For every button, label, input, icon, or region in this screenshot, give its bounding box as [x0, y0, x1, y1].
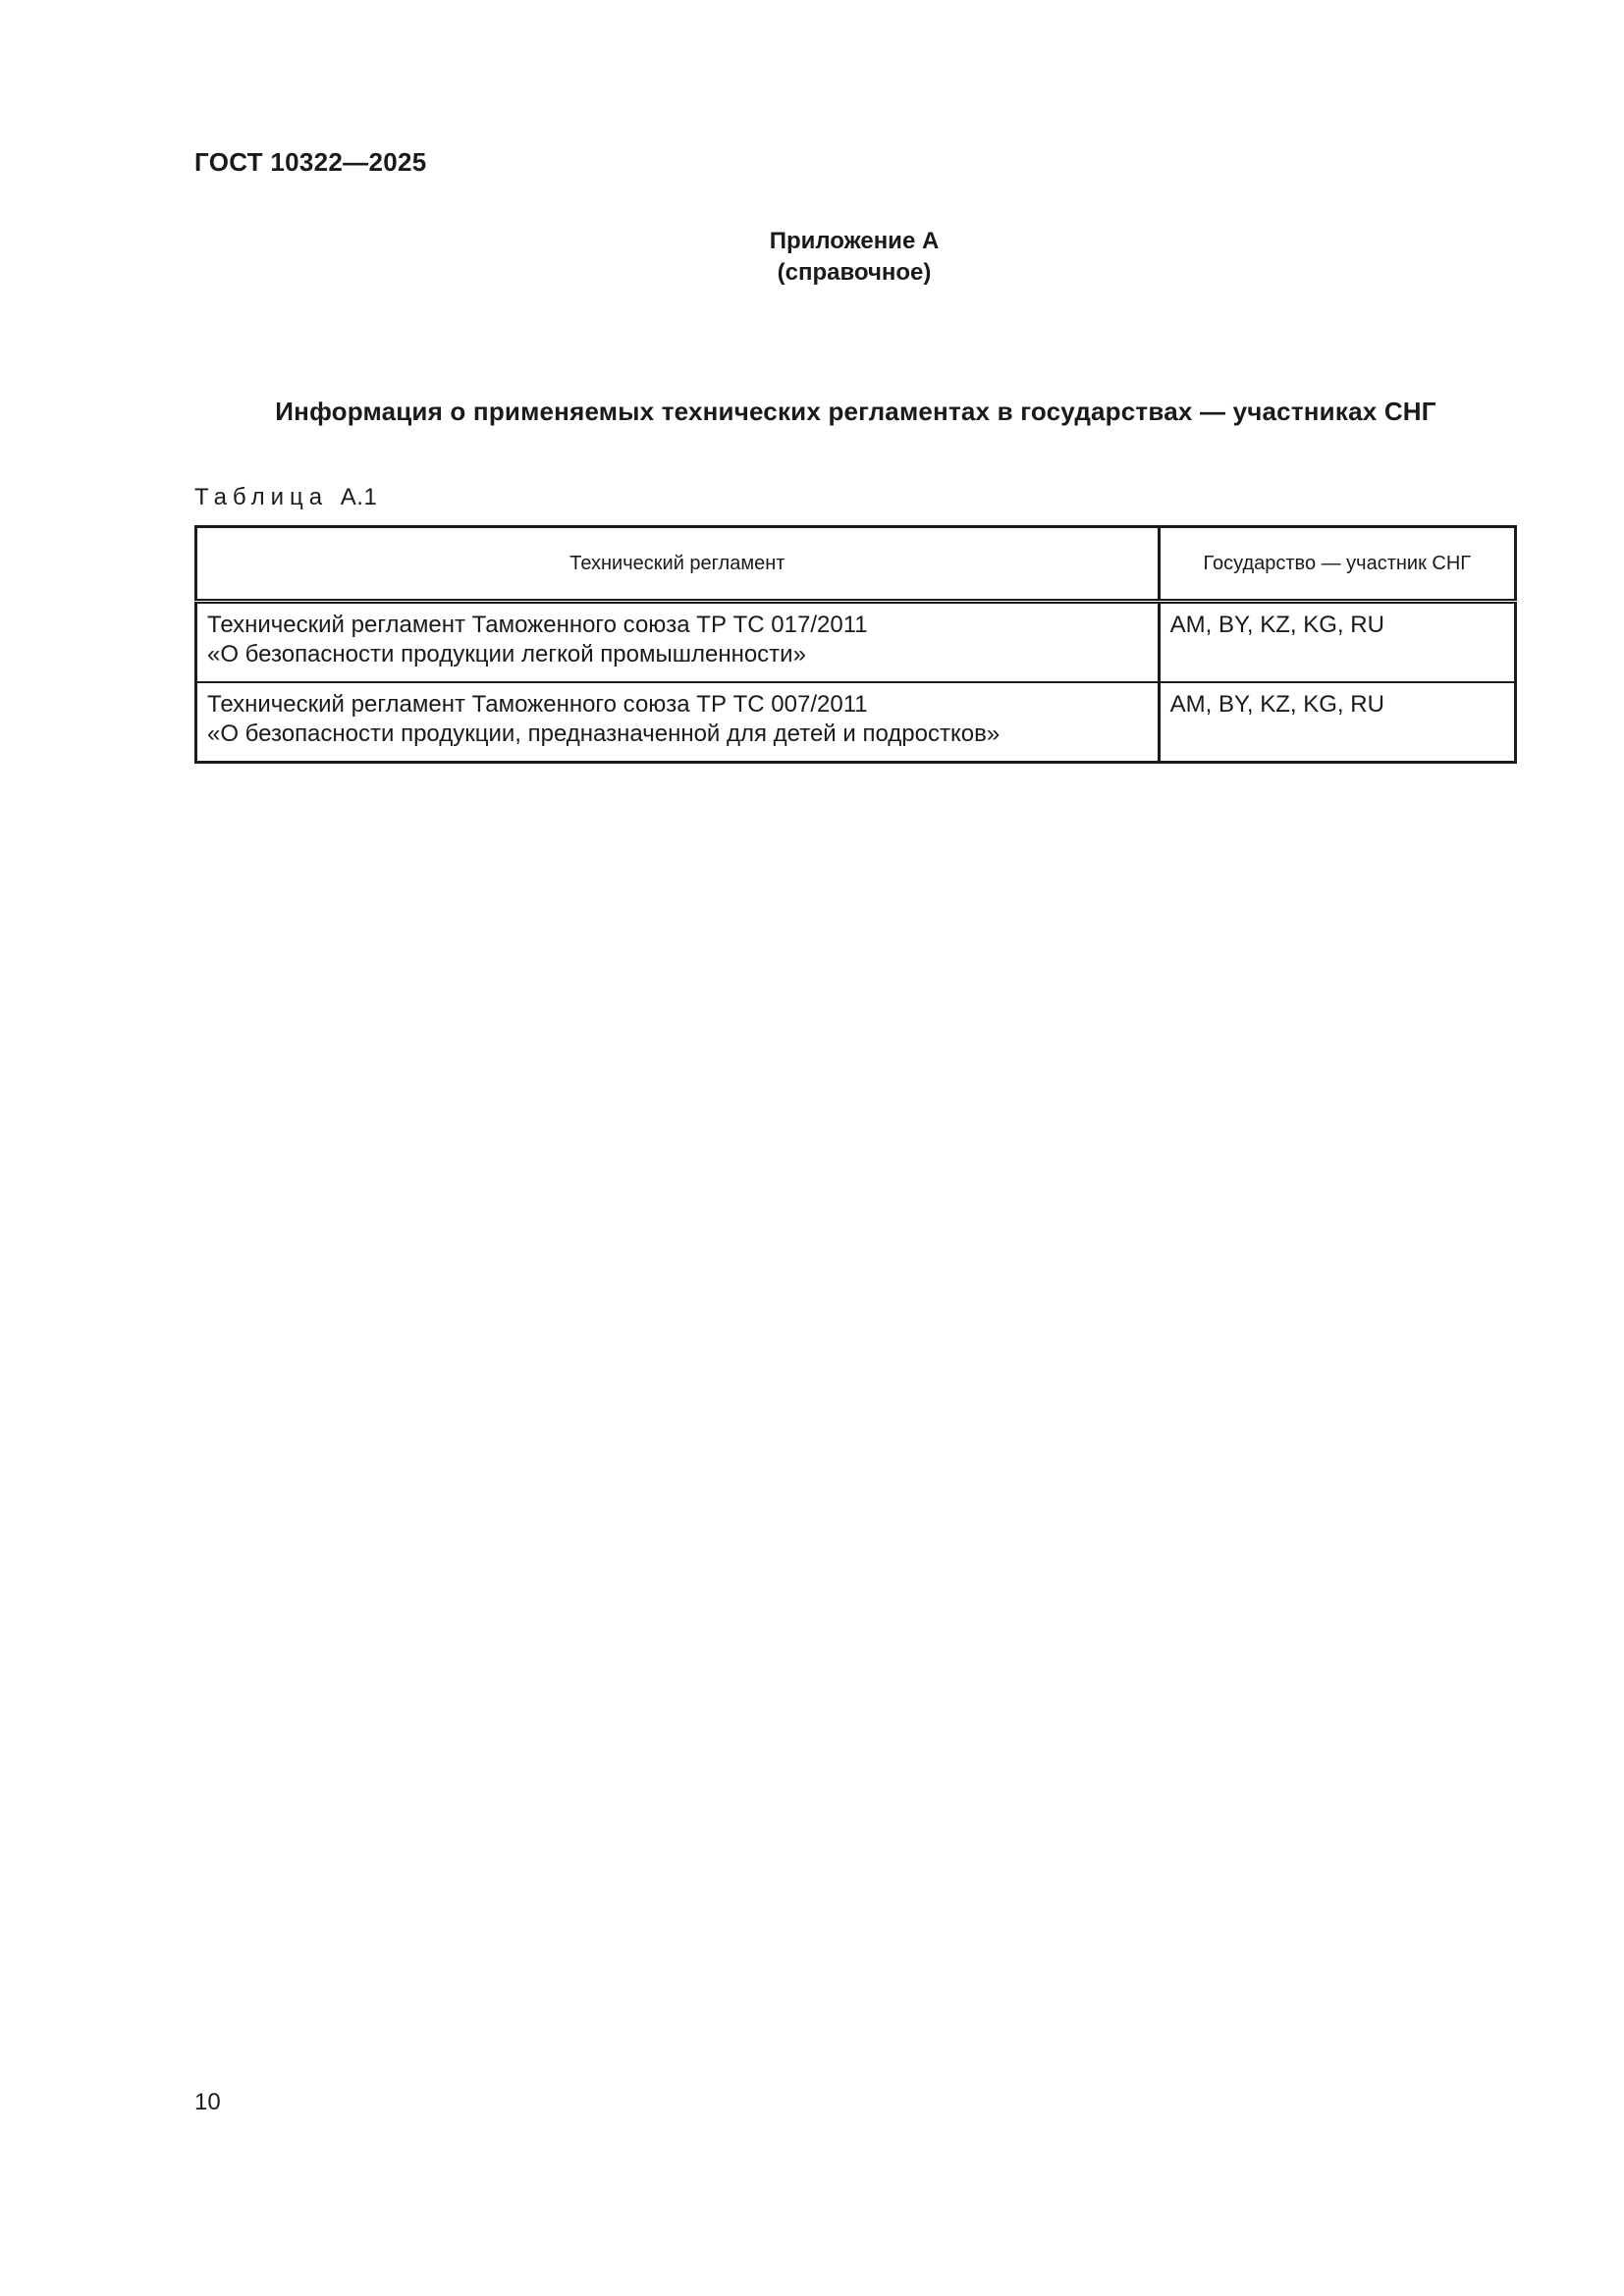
regulation-name: Технический регламент Таможенного союза ТР ТС 007/2011: [207, 691, 868, 718]
standard-code-header: ГОСТ 10322—2025: [194, 147, 427, 177]
appendix-heading: [0, 226, 1624, 289]
page-number: 10: [194, 2089, 221, 2115]
regulation-subject: «О безопасности продукции, предназначенной для детей и подростков»: [207, 721, 1001, 747]
section-title: Информация о применяемых технических регламентах в государствах — участниках СНГ: [275, 397, 1436, 426]
appendix-title: Приложение А: [769, 228, 940, 254]
table-caption-word: Таблица: [194, 484, 329, 510]
table-caption: [194, 484, 377, 511]
regulation-name: Технический регламент Таможенного союза ТР ТС 017/2011: [207, 612, 868, 638]
regulation-subject: «О безопасности продукции легкой промышленности»: [207, 641, 806, 667]
state-cell: AM, BY, KZ, KG, RU: [1159, 682, 1515, 763]
column-header-regulation: Технический регламент: [196, 527, 1160, 602]
state-cell: AM, BY, KZ, KG, RU: [1169, 612, 1384, 638]
regulation-cell: [196, 602, 1160, 683]
table-caption-number: А.1: [340, 484, 378, 510]
regulations-table: [194, 525, 1517, 764]
table-header-row: [196, 527, 1516, 602]
table-row: [196, 602, 1516, 683]
appendix-status: (справочное): [777, 259, 932, 286]
table-row: [196, 682, 1516, 763]
regulation-cell: [196, 682, 1160, 763]
column-header-state: Государство — участник СНГ: [1159, 527, 1515, 602]
